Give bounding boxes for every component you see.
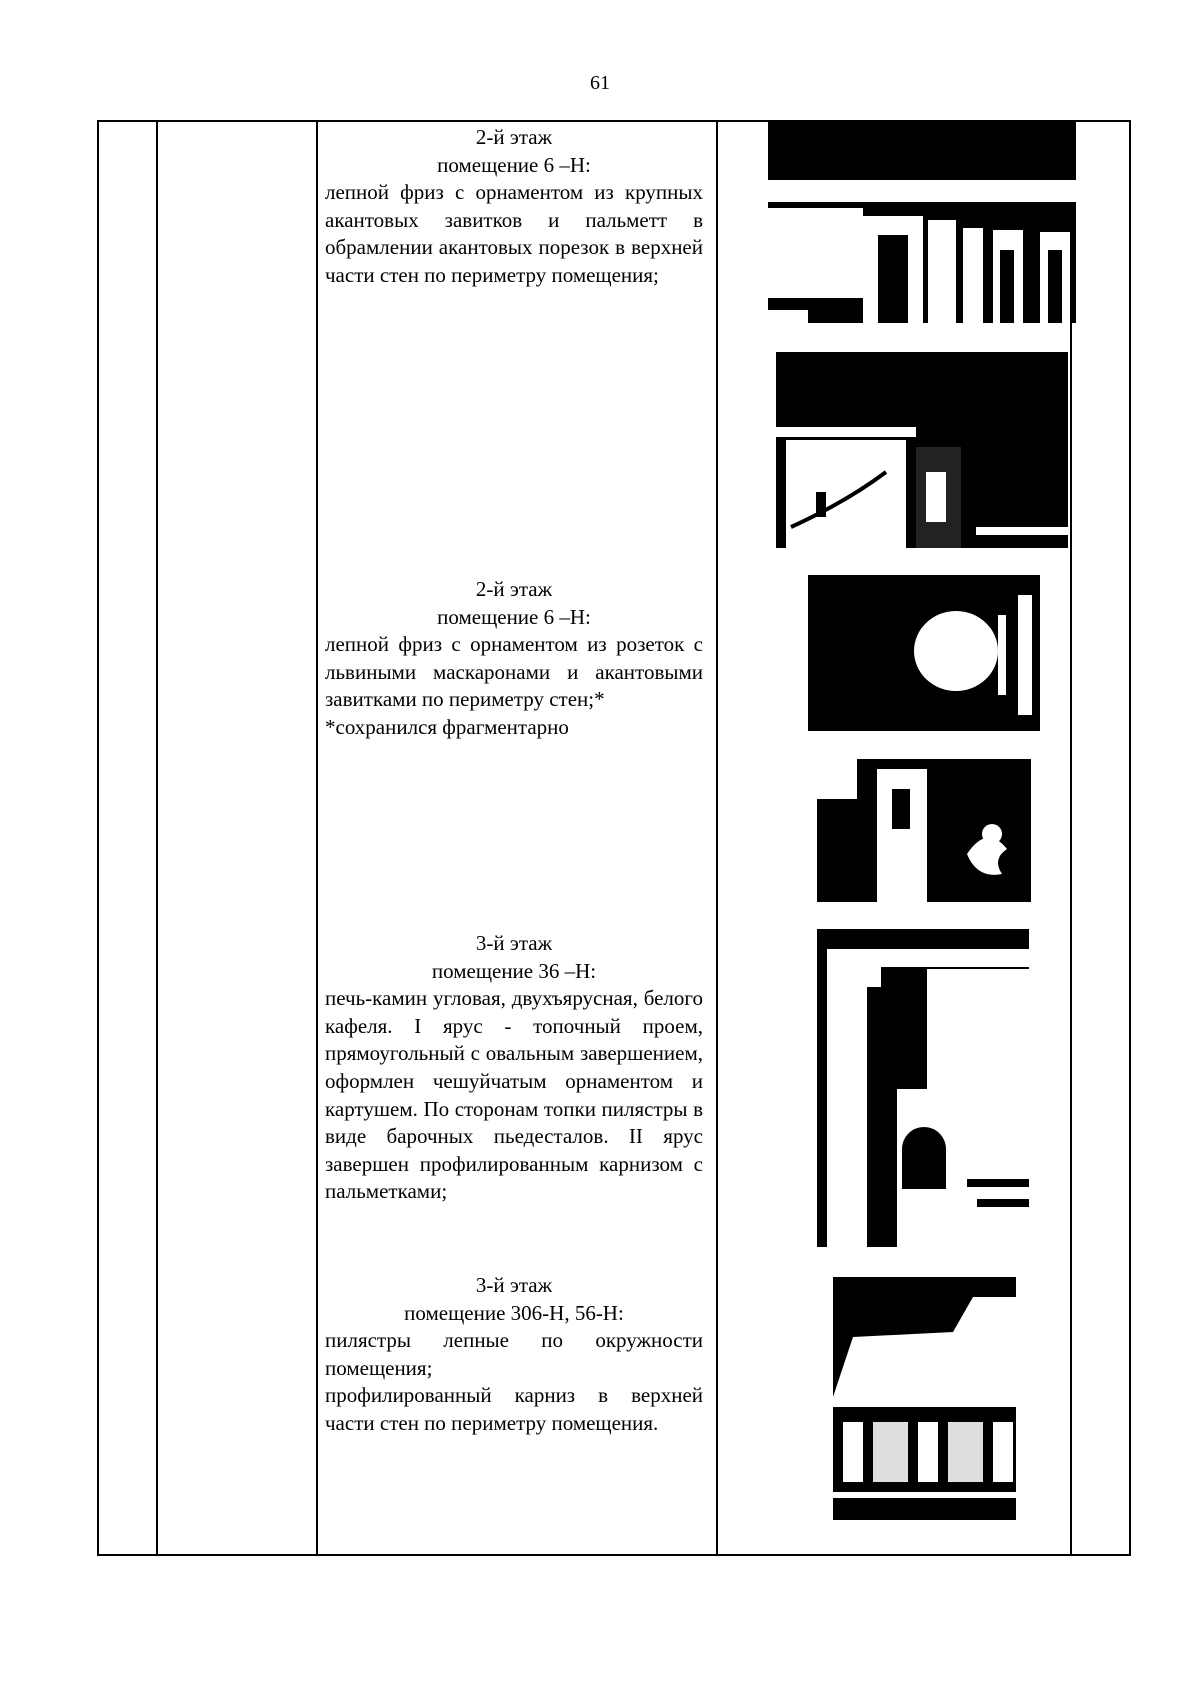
entry-floor: 3-й этаж bbox=[475, 1273, 553, 1297]
entry-room: помещение 306-Н, 56-Н: bbox=[404, 1300, 624, 1325]
photo-corner-stove bbox=[817, 929, 1029, 1247]
photo-rosette-mascaron bbox=[808, 575, 1040, 731]
entry-description: лепной фриз с орнаментом из розеток с львиными маскаронами и акантовыми завитками по периметру стен;* bbox=[325, 632, 703, 712]
entry-2 bbox=[325, 576, 703, 742]
entry-description: печь-камин угловая, двухъярусная, белого кафеля. I ярус - топочный проем, прямоугольный с овальным завершением, оформлен чешуйчатым орнаментом и картушем. По сторонам топки пилястры в виде барочных пьедесталов. II ярус завершен профилированным карнизом с пальметками; bbox=[325, 986, 703, 1204]
entry-3 bbox=[325, 930, 703, 1206]
entry-room: помещение 6 –Н: bbox=[437, 604, 591, 629]
entry-room: помещение 6 –Н: bbox=[437, 152, 591, 177]
column-divider bbox=[716, 122, 718, 1554]
entry-4 bbox=[325, 1272, 703, 1438]
photo-pilasters-cornice bbox=[833, 1277, 1016, 1520]
column-divider bbox=[1070, 122, 1072, 1554]
photo-ornament-fragment bbox=[817, 759, 1031, 902]
entry-floor: 3-й этаж bbox=[475, 931, 553, 955]
entry-description: пилястры лепные по окружности помещения; bbox=[325, 1328, 703, 1380]
column-divider bbox=[316, 122, 318, 1554]
entry-room: помещение 36 –Н: bbox=[431, 958, 597, 983]
entry-floor: 2-й этаж bbox=[475, 125, 553, 149]
entry-description-2: профилированный карниз в верхней части стен по периметру помещения. bbox=[325, 1383, 703, 1435]
photo-frieze-acanthus bbox=[768, 120, 1076, 323]
entry-note: *сохранился фрагментарно bbox=[325, 714, 569, 739]
entry-1 bbox=[325, 124, 703, 290]
entry-description: лепной фриз с орнаментом из крупных акантовых завитков и пальметт в обрамлении акантовых порезок в верхней части стен по периметру помещения; bbox=[325, 180, 703, 287]
column-divider bbox=[156, 122, 158, 1554]
page-number: 61 bbox=[590, 72, 610, 94]
entry-floor: 2-й этаж bbox=[475, 577, 553, 601]
photo-frieze-room bbox=[776, 352, 1068, 548]
